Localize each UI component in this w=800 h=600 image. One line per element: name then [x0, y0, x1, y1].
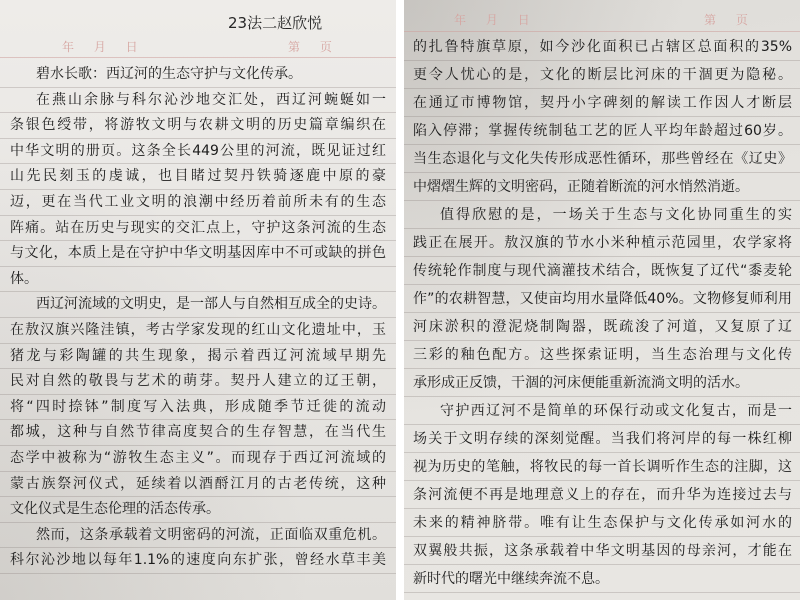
text-line: 践正在展开。敖汉旗的节水小米种植示范园里，农学家将 — [404, 229, 800, 257]
text-line: 河床淤积的澄泥烧制陶器，既疏浚了河道，又复原了辽 — [404, 313, 800, 341]
text-line: 民对自然的敬畏与艺术的萌芽。契丹人建立的辽王朝， — [0, 369, 396, 395]
text-line: 山先民刻玉的虔诚，也目睹过契丹铁骑逐鹿中原的豪 — [0, 164, 396, 190]
right-page-photo — [404, 0, 800, 600]
text-line: 传统轮作制度与现代滴灌技术结合，既恢复了辽代“黍麦轮 — [404, 257, 800, 285]
essay-title: 碧水长歌：西辽河的生态守护与文化传承。 — [0, 62, 396, 88]
text-line: 西辽河流域的文明史，是一部人与自然相互成全的史诗。 — [0, 292, 396, 318]
header-rule — [404, 31, 800, 32]
text-line: 陷入停滞；掌握传统制毡工艺的匠人平均年龄超过60岁。 — [404, 117, 800, 145]
text-line: 都城，这种与自然节律高度契合的生存智慧，在当代生 — [0, 420, 396, 446]
essay-body — [404, 33, 800, 593]
text-line: 迈，更在当代工业文明的浪潮中经历着前所未有的生态 — [0, 190, 396, 216]
text-line: 文化仪式是生态伦理的活态传承。 — [0, 497, 396, 523]
text-line: 阵痛。站在历史与现实的交汇点上，守护这条河流的生态 — [0, 216, 396, 242]
text-line: 值得欣慰的是，一场关于生态与文化协同重生的实 — [404, 201, 800, 229]
text-line: 在燕山余脉与科尔沁沙地交汇处，西辽河蜿蜒如一 — [0, 88, 396, 114]
page-number-header: 第 页 — [704, 13, 748, 27]
text-line: 场关于文明存续的深刻觉醒。当我们将河岸的每一株红柳 — [404, 425, 800, 453]
date-header: 年 月 日 — [62, 40, 138, 54]
text-line: 体。 — [0, 267, 396, 293]
text-line: 猪龙与彩陶罐的共生现象，揭示着西辽河流域早期先 — [0, 344, 396, 370]
text-line: 未来的精神脐带。唯有让生态保护与文化传承如河水的 — [404, 509, 800, 537]
text-line: 新时代的曙光中继续奔流不息。 — [404, 565, 800, 593]
text-line: 承形成正反馈，干涸的河床便能重新流淌文明的活水。 — [404, 369, 800, 397]
text-line: 条银色绶带，将游牧文明与农耕文明的历史篇章编织在 — [0, 113, 396, 139]
date-header: 年 月 日 — [454, 13, 530, 27]
text-line: 科尔沁沙地以每年1.1%的速度向东扩张，曾经水草丰美 — [0, 548, 396, 574]
text-line: 在敖汉旗兴隆洼镇，考古学家发现的红山文化遗址中，玉 — [0, 318, 396, 344]
text-line: 守护西辽河不是简单的环保行动或文化复古，而是一 — [404, 397, 800, 425]
essay-body — [0, 62, 396, 574]
text-line: 与文化，本质上是在守护中华文明基因库中不可或缺的拼色 — [0, 241, 396, 267]
text-line: 态学中被称为“游牧生态主义”。而现存于西辽河流域的 — [0, 446, 396, 472]
text-line: 中熠熠生辉的文明密码，正随着断流的河水悄然消逝。 — [404, 173, 800, 201]
header-rule — [0, 57, 396, 58]
left-page-photo — [0, 0, 396, 600]
author-name: 23法二赵欣悦 — [228, 14, 323, 32]
text-line: 然而，这条承载着文明密码的河流，正面临双重危机。 — [0, 523, 396, 549]
text-line: 作”的农耕智慧，又使亩均用水量降低40%。文物修复师利用 — [404, 285, 800, 313]
page-number-header: 第 页 — [288, 40, 332, 54]
text-line: 蒙古族祭河仪式，延续着以酒酹江月的古老传统，这种 — [0, 472, 396, 498]
text-line: 的扎鲁特旗草原，如今沙化面积已占辖区总面积的35% — [404, 33, 800, 61]
text-line: 视为历史的笔触，将牧民的每一首长调听作生态的注脚，这 — [404, 453, 800, 481]
text-line: 中华文明的册页。这条全长449公里的河流，既见证过红 — [0, 139, 396, 165]
text-line: 更令人忧心的是，文化的断层比河床的干涸更为隐秘。 — [404, 61, 800, 89]
text-line: 条河流便不再是地理意义上的存在，而升华为连接过去与 — [404, 481, 800, 509]
text-line: 双翼般共振，这条承载着中华文明基因的母亲河，才能在 — [404, 537, 800, 565]
text-line: 当生态退化与文化失传形成恶性循环，那些曾经在《辽史》 — [404, 145, 800, 173]
text-line: 三彩的釉色配方。这些探索证明，当生态治理与文化传 — [404, 341, 800, 369]
text-line: 在通辽市博物馆，契丹小字碑刻的解读工作因人才断层 — [404, 89, 800, 117]
text-line: 将“四时捺钵”制度写入法典，形成随季节迁徙的流动 — [0, 395, 396, 421]
